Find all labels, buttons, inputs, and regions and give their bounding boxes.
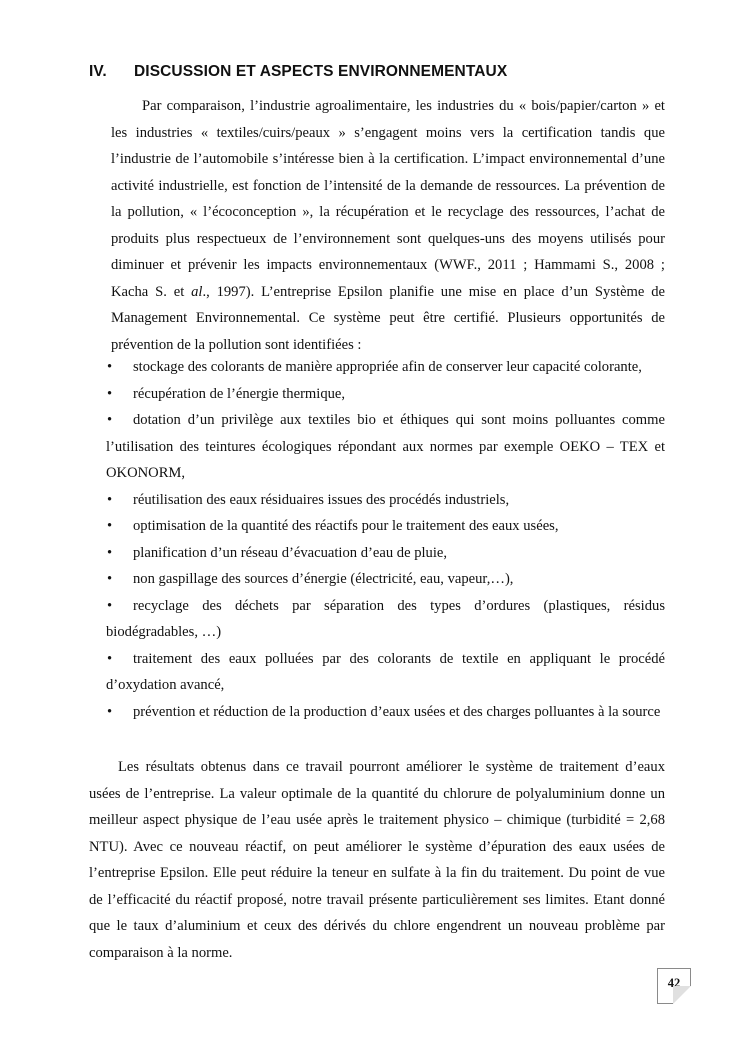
list-item-text: recyclage des déchets par séparation des types d’ordures (plastiques, résidus biodégradables, …) [106, 597, 665, 640]
list-item-text: optimisation de la quantité des réactifs pour le traitement des eaux usées, [133, 518, 559, 534]
list-item-text: stockage des colorants de manière appropriée afin de conserver leur capacité colorante, [133, 359, 642, 375]
list-item [106, 593, 665, 646]
intro-text-part1: Par comparaison, l’industrie agroalimentaire, les industries du « bois/papier/carton » et les industries « textiles/cuirs/peaux » s’engagent moins vers la certification tandis que l’industrie de l’automobile s’intéresse bien à la certification. L’impact environnemental d’une activité industrielle, est fonction de l’intensité de la demande de ressources. La prévention de la pollution, « l’écoconception », la récupération et le recyclage des ressources, l’achat de produits plus respectueux de l’environnement sont quelques-uns des moyens utilisés pour diminuer et prévenir les impacts environnementaux (WWF., 2011 ; Hammami S., 2008 ; Kacha S. et [111, 98, 665, 300]
list-item [106, 646, 665, 699]
intro-italic-al: al [191, 283, 203, 300]
bullet-list [106, 354, 665, 725]
bullet-icon: • [107, 650, 113, 667]
list-item-text: non gaspillage des sources d’énergie (électricité, eau, vapeur,…), [133, 571, 514, 587]
list-item-text: dotation d’un privilège aux textiles bio et éthiques qui sont moins polluantes comme l’utilisation des teintures écologiques répondant aux normes par exemple OEKO – TEX et OKONORM, [106, 412, 665, 481]
list-item [106, 354, 665, 381]
bullet-icon: • [107, 544, 113, 561]
bullet-icon: • [107, 518, 113, 534]
section-number: IV. [89, 63, 107, 80]
list-item-text: traitement des eaux polluées par des colorants de textile en appliquant le procédé d’oxydation avancé, [106, 650, 665, 693]
intro-paragraph [111, 93, 665, 358]
bullet-icon: • [107, 597, 113, 614]
list-item [106, 381, 665, 408]
list-item [106, 407, 665, 487]
bullet-icon: • [107, 359, 113, 375]
bullet-icon: • [107, 703, 113, 720]
bullet-icon: • [107, 571, 113, 587]
list-item-text: récupération de l’énergie thermique, [133, 385, 346, 402]
list-item [106, 487, 665, 514]
list-item-text: prévention et réduction de la production d’eaux usées et des charges polluantes à la source [133, 703, 661, 720]
bullet-icon: • [107, 491, 113, 508]
list-item-text: planification d’un réseau d’évacuation d’eau de pluie, [133, 544, 448, 561]
bullet-icon: • [107, 385, 113, 402]
intro-text-part2: ., 1997). L’entreprise Epsilon planifie une mise en place d’un Système de Management Environnemental. Ce système peut être certifié. Plusieurs opportunités de prévention de la pollution sont identifiées : [111, 283, 665, 353]
list-item [106, 566, 665, 593]
list-item [106, 699, 665, 726]
list-item [106, 513, 665, 540]
bullet-icon: • [107, 412, 113, 428]
results-paragraph: Les résultats obtenus dans ce travail pourront améliorer le système de traitement d’eaux usées de l’entreprise. La valeur optimale de la quantité du chlorure de polyaluminium donne un meilleur aspect physique de l’eau usée après le traitement physico – chimique (turbidité = 2,68 NTU). Avec ce nouveau réactif, on peut améliorer le système d’épuration des eaux usées de l’entreprise Epsilon. Elle peut réduire la teneur en sulfate à la fin du traitement. Du point de vue de l’efficacité du réactif proposé, notre travail présente particulièrement ses limites. Etant donné que le taux d’aluminium et ceux des dérivés du chlore engendrent un nouveau problème par comparaison à la norme. [89, 759, 665, 961]
page-number-box [657, 968, 691, 1004]
section-heading [89, 63, 507, 81]
page-number: 42 [667, 976, 681, 990]
page-curl-icon [673, 986, 691, 1004]
list-item-text: réutilisation des eaux résiduaires issues des procédés industriels, [133, 491, 510, 508]
list-item [106, 540, 665, 567]
section-title: DISCUSSION ET ASPECTS ENVIRONNEMENTAUX [134, 63, 508, 80]
